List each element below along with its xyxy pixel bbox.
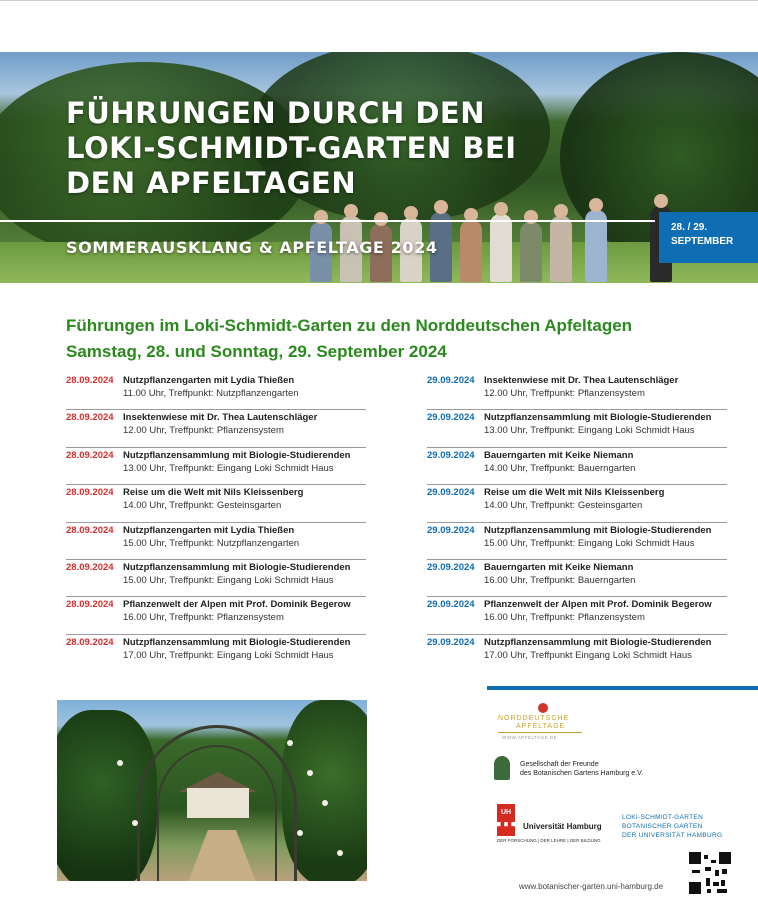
wordmark-line: LOKI-SCHMIDT-GARTEN (622, 814, 704, 821)
visitor-figure (374, 212, 388, 226)
logo-text (520, 760, 643, 778)
loki-schmidt-garten-wordmark (622, 813, 722, 840)
entry-details: 11.00 Uhr, Treffpunkt: Nutzpflanzengarten (123, 388, 299, 399)
logo-url: WWW.APFELTAGE.DE (502, 735, 558, 740)
qr-module (722, 869, 727, 874)
schedule-entry (427, 523, 727, 560)
entry-title: Reise um die Welt mit Nils Kleissenberg (123, 487, 304, 499)
date-badge (659, 212, 758, 263)
entry-details: 15.00 Uhr, Treffpunkt: Eingang Loki Schmidt Haus (484, 537, 695, 549)
qr-module (705, 867, 711, 871)
qr-module (713, 882, 719, 886)
schedule-entry (427, 560, 727, 597)
visitor-figure (404, 206, 418, 220)
entry-title: Reise um die Welt mit Nils Kleissenberg (484, 487, 665, 499)
schedule-entry (66, 485, 366, 522)
entry-title: Bauerngarten mit Keike Niemann (484, 449, 634, 461)
qr-module (692, 870, 700, 873)
qr-module (707, 889, 711, 893)
schedule-entry (66, 635, 366, 672)
entry-details: 15.00 Uhr, Treffpunkt: Nutzpflanzengarten (123, 537, 300, 549)
visitor-figure (490, 214, 512, 282)
schedule-entry (427, 448, 727, 485)
schedule-sunday (427, 373, 727, 672)
entry-details: 14.00 Uhr, Treffpunkt: Bauerngarten (484, 462, 636, 474)
entry-title: Insektenwiese mit Dr. Thea Lautenschläger (484, 375, 679, 386)
entry-details: 13.00 Uhr, Treffpunkt: Eingang Loki Schmidt Haus (123, 462, 334, 474)
uhh-mark-icon: UH (497, 804, 515, 822)
visitor-figure (494, 202, 508, 216)
rose-flower (322, 800, 328, 806)
date-badge-days: 28. / 29. (671, 222, 708, 233)
title-line: DEN APFELTAGEN (66, 166, 357, 200)
hero-banner-photo (0, 52, 758, 283)
entry-title: Pflanzenwelt der Alpen mit Prof. Dominik Begerow (484, 599, 712, 611)
entry-details: 12.00 Uhr, Treffpunkt: Pflanzensystem (484, 388, 645, 399)
entry-details: 12.00 Uhr, Treffpunkt: Pflanzensystem (123, 425, 284, 437)
entry-details: 17.00 Uhr, Treffpunkt: Eingang Loki Schmidt Haus (123, 649, 334, 661)
logo-line: des Botanischen Gartens Hamburg e.V. (520, 770, 644, 777)
rose-flower (287, 740, 293, 746)
entry-date: 29.09.2024 (427, 599, 475, 611)
logo-text: Universität Hamburg (523, 822, 602, 831)
page-title (66, 96, 586, 201)
emblem-icon (494, 756, 510, 780)
entry-details: 16.00 Uhr, Treffpunkt: Pflanzensystem (123, 612, 284, 624)
date-badge-month: SEPTEMBER (671, 236, 734, 247)
rose-flower (307, 770, 313, 776)
schedule-saturday (66, 373, 366, 672)
schedule-entry (427, 410, 727, 447)
entry-title: Nutzpflanzensammlung mit Biologie-Studierenden (123, 636, 351, 648)
entry-details: 14.00 Uhr, Treffpunkt: Gesteinsgarten (484, 500, 643, 512)
entry-date: 28.09.2024 (66, 561, 114, 573)
wordmark-line: DER UNIVERSITÄT HAMBURG (622, 832, 723, 839)
rose-flower (337, 850, 343, 856)
entry-title: Nutzpflanzensammlung mit Biologie-Studierenden (123, 561, 351, 573)
qr-module (704, 855, 708, 859)
entry-details: 15.00 Uhr, Treffpunkt: Eingang Loki Schmidt Haus (123, 574, 334, 586)
entry-date: 28.09.2024 (66, 636, 114, 648)
qr-module (719, 852, 731, 864)
entry-details: 13.00 Uhr, Treffpunkt: Eingang Loki Schmidt Haus (484, 425, 695, 437)
entry-date: 29.09.2024 (427, 561, 475, 573)
schedule-entry (66, 560, 366, 597)
logo-tagline: DER FORSCHUNG | DER LEHRE | DER BILDUNG (497, 838, 601, 843)
wordmark-line: BOTANISCHER GARTEN (622, 823, 703, 830)
qr-module (706, 878, 710, 886)
garden-photo (57, 700, 367, 881)
apple-icon (538, 703, 548, 713)
entry-date: 29.09.2024 (427, 636, 475, 648)
visitor-figure (554, 204, 568, 218)
logo-line: Gesellschaft der Freunde (520, 761, 599, 768)
top-rule (0, 0, 758, 1)
schedule-entry (427, 597, 727, 634)
entry-title: Pflanzenwelt der Alpen mit Prof. Dominik Begerow (123, 599, 351, 611)
rose-flower (297, 830, 303, 836)
title-line: LOKI-SCHMIDT-GARTEN BEI (66, 131, 517, 165)
schedule-entry (427, 485, 727, 522)
entry-title: Nutzpflanzensammlung mit Biologie-Studierenden (123, 449, 351, 461)
qr-module (717, 889, 727, 893)
schedule-entry (66, 523, 366, 560)
qr-module (689, 852, 701, 864)
visitor-figure (654, 194, 668, 208)
visitor-figure (460, 220, 482, 282)
entry-details: 16.00 Uhr, Treffpunkt: Pflanzensystem (484, 612, 645, 624)
entry-title: Nutzpflanzensammlung mit Biologie-Studierenden (484, 524, 712, 536)
entry-details: 16.00 Uhr, Treffpunkt: Bauerngarten (484, 574, 636, 586)
entry-date: 28.09.2024 (66, 375, 114, 386)
entry-title: Insektenwiese mit Dr. Thea Lautenschläger (123, 412, 318, 424)
entry-date: 28.09.2024 (66, 599, 114, 611)
entry-title: Nutzpflanzensammlung mit Biologie-Studierenden (484, 412, 712, 424)
qr-module (715, 870, 719, 876)
schedule-entry (66, 373, 366, 410)
entry-date: 28.09.2024 (66, 487, 114, 499)
title-line: FÜHRUNGEN DURCH DEN (66, 96, 486, 130)
qr-module (689, 882, 701, 894)
schedule-entry (66, 597, 366, 634)
website-link[interactable]: www.botanischer-garten.uni-hamburg.de (519, 882, 664, 891)
visitor-figure (550, 216, 572, 282)
accent-rule (487, 686, 758, 690)
entry-date: 28.09.2024 (66, 449, 114, 461)
entry-date: 28.09.2024 (66, 524, 114, 536)
qr-module (711, 860, 716, 863)
entry-details: 17.00 Uhr, Treffpunkt Eingang Loki Schmidt Haus (484, 649, 692, 661)
entry-date: 29.09.2024 (427, 487, 475, 499)
logo-rule (498, 732, 582, 733)
qr-code-icon[interactable] (689, 852, 731, 894)
visitor-group (300, 192, 680, 282)
title-divider (0, 220, 655, 222)
logo-text: NORDDEUTSCHE (498, 715, 570, 722)
rose-flower (117, 760, 123, 766)
rose-arch (157, 745, 277, 881)
entry-date: 29.09.2024 (427, 524, 475, 536)
schedule-entry (427, 635, 727, 672)
schedule-entry (66, 448, 366, 485)
entry-title: Nutzpflanzengarten mit Lydia Thießen (123, 375, 295, 386)
qr-module (721, 880, 725, 886)
visitor-figure (434, 200, 448, 214)
visitor-figure (589, 198, 603, 212)
schedule-entry (66, 410, 366, 447)
entry-date: 29.09.2024 (427, 375, 475, 386)
schedule-entry (427, 373, 727, 410)
entry-date: 29.09.2024 (427, 449, 475, 461)
intro-line: Führungen im Loki-Schmidt-Garten zu den Norddeutschen Apfeltagen (66, 316, 633, 335)
castle-icon (497, 822, 515, 836)
entry-date: 29.09.2024 (427, 412, 475, 424)
entry-date: 28.09.2024 (66, 412, 114, 424)
rose-flower (132, 820, 138, 826)
entry-title: Bauerngarten mit Keike Niemann (484, 561, 634, 573)
visitor-figure (520, 222, 542, 282)
entry-details: 14.00 Uhr, Treffpunkt: Gesteinsgarten (123, 500, 282, 512)
entry-title: Nutzpflanzensammlung mit Biologie-Studierenden (484, 636, 712, 648)
entry-title: Nutzpflanzengarten mit Lydia Thießen (123, 524, 295, 536)
page-subtitle: SOMMERAUSKLANG & APFELTAGE 2024 (66, 238, 438, 257)
intro-line: Samstag, 28. und Sonntag, 29. September 2024 (66, 342, 447, 361)
visitor-figure (344, 204, 358, 218)
intro-heading (66, 313, 632, 365)
logo-text: APFELTAGE (516, 723, 566, 730)
